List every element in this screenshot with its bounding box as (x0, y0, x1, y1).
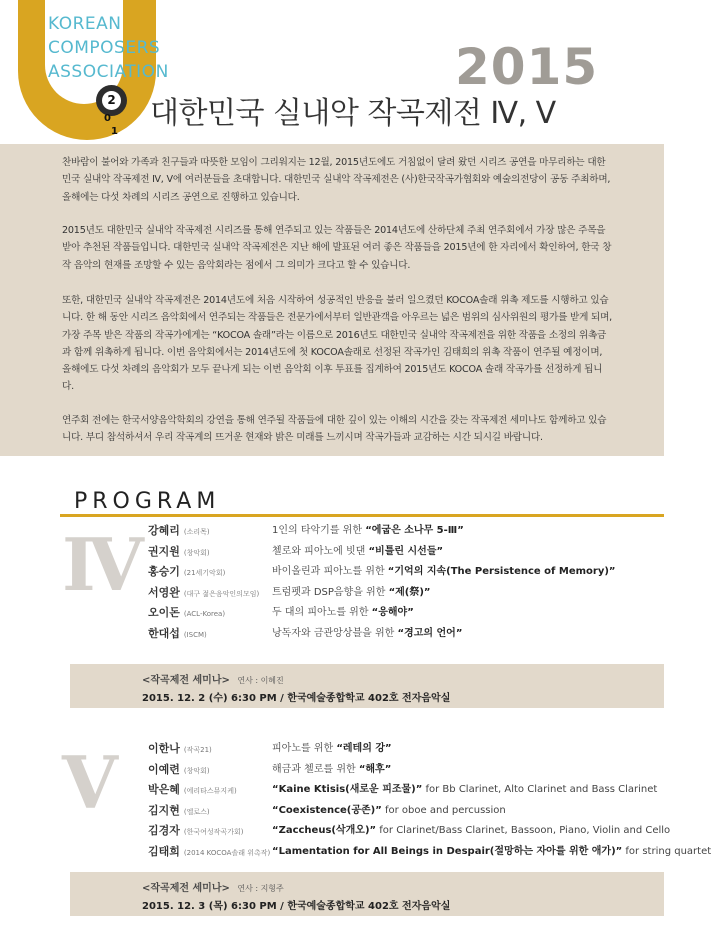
composer-name: 김태희 (148, 844, 180, 858)
work-instrumentation-pre: 바이올린과 피아노를 위한 (272, 566, 388, 577)
work-title: “에굽은 소나무 5-Ⅲ” (365, 525, 464, 536)
composer-entry (148, 801, 210, 821)
seminar-v-speaker: 연사 : 지형주 (237, 884, 284, 893)
intro-paragraph-2: 2015년도 대한민국 실내악 작곡제전 시리즈를 통해 연주되고 있는 작품들은 2014년도에 산하단체 주최 연주회에서 가장 많은 주목을 받아 추천된 작품들입니다. 대한민국 실내악 작곡제전은 지난 해에 발표된 여러 좋은 작품들을 2015년에 한 자리에서 확인하여, 한국 창작 음악의 현재를 조망할 수 있는 음악회라는 점에서 그 의미가 크다고 할 수 있습니다. (62, 225, 612, 271)
work-title: “경고의 언어” (397, 627, 463, 639)
composer-affiliation: (ISCM) (183, 630, 207, 639)
assoc-line-3: ASSOCIATION (48, 62, 169, 82)
work-instrumentation-pre: 낭독자와 금관앙상블을 위한 (272, 627, 398, 639)
intro-paragraph-1: 찬바람이 불어와 가족과 친구들과 따뜻한 모임이 그리워지는 12월, 2015년도에도 거침없이 달려 왔던 시리즈 공연을 마무리하는 대한민국 실내악 작곡제전 Ⅳ, Ⅴ에 여러분들을 초대합니다. 대한민국 실내악 작곡제전은 (사)한국작곡가협회와 예술의전당이 공동 주최하며, 올해에는 다섯 차례의 시리즈 공연으로 진행하고 있습니다. (62, 157, 611, 203)
logo-digit-bot: 1 (111, 126, 118, 137)
composer-name: 이한나 (148, 742, 180, 755)
logo-digit-mid: 0 (104, 113, 111, 124)
composer-affiliation: (작곡21) (183, 746, 212, 754)
program-heading: PROGRAM (74, 489, 221, 514)
work-title: “응해야” (371, 607, 414, 618)
composer-entry (148, 562, 225, 582)
composer-entry (148, 624, 207, 644)
composer-name: 홍승기 (148, 565, 180, 578)
seminar-v-label: <작곡제전 세미나> (142, 883, 230, 894)
composer-name: 오이돈 (148, 606, 180, 619)
event-year: 2015 (455, 38, 599, 96)
composer-name: 김경자 (148, 824, 180, 837)
work-instrumentation-pre: 해금과 첼로를 위한 (272, 763, 359, 775)
seminar-iv-info: 2015. 12. 2 (수) 6:30 PM / 한국예술종합학교 402호 전자음악실 (142, 693, 451, 704)
composer-entry (148, 739, 212, 759)
work-instrumentation-post: for string quartet (622, 845, 711, 857)
composer-affiliation: (한국여성작곡가회) (183, 828, 244, 836)
composer-entry (148, 521, 210, 541)
composer-affiliation: (2014 KOCOA솔래 위촉작) (183, 848, 271, 857)
concert-v-numeral: Ⅴ (62, 740, 118, 825)
work-title: “레테의 강” (336, 743, 392, 754)
composer-entry (148, 780, 237, 800)
work-description (272, 780, 657, 800)
composer-affiliation: (21세기악회) (183, 569, 226, 577)
assoc-line-1: KOREAN (48, 14, 122, 34)
composer-entry (148, 542, 210, 562)
composer-name: 김지현 (148, 803, 180, 817)
composer-entry (148, 760, 210, 780)
composer-affiliation: (창악회) (183, 548, 210, 557)
work-instrumentation-pre: 트럼펫과 DSP음향을 위한 (272, 586, 389, 598)
page-title: 대한민국 실내악 작곡제전 Ⅳ, Ⅴ (150, 96, 556, 131)
assoc-line-2: COMPOSERS (48, 38, 161, 58)
work-title: “Kaine Ktisis(새로운 피조물)” (272, 784, 423, 795)
composer-name: 강혜리 (148, 524, 180, 537)
work-description (272, 542, 443, 562)
intro-paragraph-4: 연주회 전에는 한국서양음악학회의 강연을 통해 연주될 작품들에 대한 깊이 있는 이해의 시간을 갖는 작곡제전 세미나도 함께하고 있습니다. 부디 참석하셔서 우리 작곡계의 뜨거운 현재와 밝은 미래를 느끼시며 작곡가들과 교감하는 시간 되시길 바랍니다. (62, 415, 607, 444)
seminar-v-info: 2015. 12. 3 (목) 6:30 PM / 한국예술종합학교 402호 전자음악실 (142, 901, 451, 912)
work-description (272, 583, 431, 603)
seminar-v-label-line (142, 879, 284, 894)
work-instrumentation-post: for Bb Clarinet, Alto Clarinet and Bass Clarinet (422, 784, 658, 795)
work-description (272, 624, 462, 644)
work-instrumentation-pre: 두 대의 피아노를 위한 (272, 607, 372, 618)
work-title: “기억의 지속(The Persistence of Memory)” (387, 566, 616, 577)
composer-affiliation: (소리목) (183, 528, 210, 536)
composer-name: 권지원 (148, 544, 180, 558)
work-instrumentation-pre: 1인의 타악기를 위한 (272, 525, 366, 536)
composer-entry (148, 583, 259, 603)
composer-name: 서영완 (148, 585, 180, 599)
work-title: “Zaccheus(삭개오)” (272, 825, 377, 836)
work-title: “Coexistence(공존)” (272, 804, 382, 816)
work-description (272, 842, 711, 862)
work-description (272, 801, 506, 821)
work-instrumentation-pre: 피아노를 위한 (272, 743, 337, 754)
seminar-v-box (70, 872, 664, 916)
logo-digit-top: 2 (102, 91, 121, 110)
program-divider (60, 514, 664, 517)
work-instrumentation-pre: 첼로와 피아노에 빗댄 (272, 545, 369, 557)
composer-affiliation: (ACL-Korea) (183, 610, 226, 618)
concert-iv-numeral: Ⅳ (62, 522, 144, 607)
work-description (272, 739, 392, 759)
work-title: “해후” (358, 763, 392, 775)
composer-affiliation: (창악회) (183, 766, 210, 775)
intro-paragraph-3: 또한, 대한민국 실내악 작곡제전은 2014년도에 처음 시작하여 성공적인 반응을 불러 일으켰던 KOCOA솔래 위촉 제도를 시행하고 있습니다. 한 해 동안 시리즈 음악회에서 연주되는 작품들은 전문가에서부터 일반관객을 아우르는 넓은 범위의 심사위원의 평가를 받게 되며, 가장 주목 받은 작품의 작곡가에게는 “KOCOA 솔래”라는 이름으로 2016년도 대한민국 실내악 작곡제전을 위한 작품을 소정의 위촉금과 함께 위촉하게 됩니다. 이번 음악회에서는 2014년도에 첫 KOCOA솔래로 선정된 작곡가인 김태희의 위촉 작품이 연주될 예정이며, 올해에도 다섯 차례의 음악회가 모두 끝나게 되는 이번 음악회 이후 투표를 집계하여 2015년도 KOCOA 솔래 작곡가를 선정하게 됩니다. (62, 295, 613, 393)
seminar-iv-speaker: 연사 : 이혜진 (237, 676, 284, 685)
work-description (272, 760, 391, 780)
composer-affiliation: (대구 젊은음악인의모임) (183, 589, 260, 598)
composer-affiliation: (엘로스) (183, 807, 210, 816)
work-title: “제(祭)” (388, 586, 431, 598)
composer-entry (148, 821, 243, 841)
work-description (272, 603, 414, 623)
work-description (272, 821, 670, 841)
work-title: “비틀린 시선들” (368, 545, 444, 557)
work-instrumentation-post: for Clarinet/Bass Clarinet, Bassoon, Piano, Violin and Cello (376, 825, 671, 836)
seminar-iv-label: <작곡제전 세미나> (142, 675, 230, 686)
work-description (272, 521, 464, 541)
work-instrumentation-post: for oboe and percussion (381, 804, 506, 816)
composer-name: 이예련 (148, 762, 180, 776)
composer-entry (148, 603, 225, 623)
composer-name: 한대섭 (148, 626, 180, 640)
composer-entry (148, 842, 270, 862)
work-description (272, 562, 616, 582)
seminar-iv-label-line (142, 671, 284, 686)
seminar-iv-box (70, 664, 664, 708)
composer-affiliation: (에리타스뮤지케) (183, 787, 237, 795)
work-title: “Lamentation for All Beings in Despair(절망하는 자아를 위한 애가)” (272, 845, 623, 857)
composer-name: 박은혜 (148, 783, 180, 796)
